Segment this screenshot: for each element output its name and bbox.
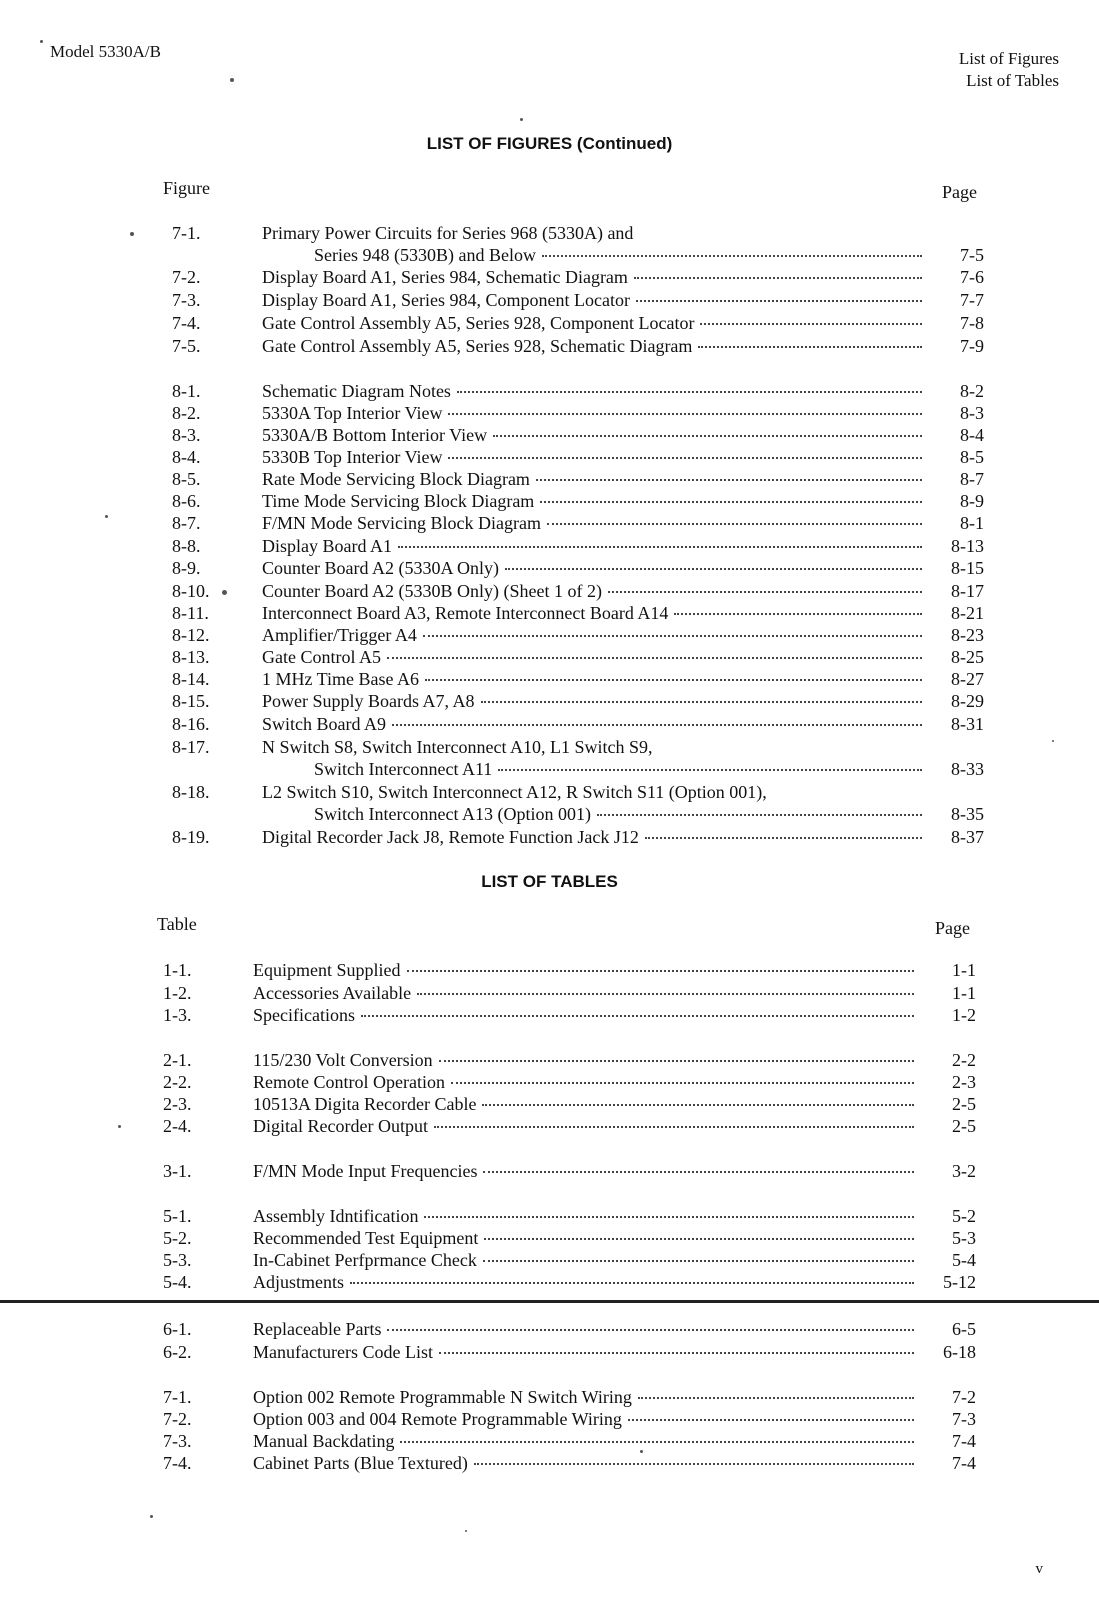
table-entry-number: 7-1. bbox=[163, 1387, 192, 1407]
table-entry-row bbox=[163, 1271, 976, 1293]
figure-entry-text bbox=[262, 380, 928, 402]
table-entry-title: Option 003 and 004 Remote Programmable Wiring bbox=[253, 1409, 622, 1429]
figure-entry-page: 8-33 bbox=[951, 759, 984, 779]
figure-entry-title: 1 MHz Time Base A6 bbox=[262, 669, 420, 689]
table-entry-number: 6-2. bbox=[163, 1342, 192, 1362]
table-entry-leader bbox=[474, 1462, 914, 1465]
figure-entry-text bbox=[314, 803, 928, 825]
figure-entry-title: Digital Recorder Jack J8, Remote Function Jack J12 bbox=[262, 827, 639, 847]
table-entry-page: 6-18 bbox=[943, 1342, 976, 1362]
figure-entry-page: 7-5 bbox=[960, 245, 984, 265]
figure-entry-title: Rate Mode Servicing Block Diagram bbox=[262, 469, 530, 489]
table-entry-text bbox=[253, 1430, 920, 1452]
figure-entry-page: 8-21 bbox=[951, 603, 984, 623]
table-entry-title: Accessories Available bbox=[253, 983, 412, 1003]
table-entry-row bbox=[163, 1249, 976, 1271]
figure-entry-text bbox=[262, 826, 928, 848]
table-column-heading: Table bbox=[157, 914, 197, 934]
figures-title: LIST OF FIGURES (Continued) bbox=[426, 134, 673, 153]
figure-entry-title: N Switch S8, Switch Interconnect A10, L1 Switch S9, bbox=[262, 737, 653, 757]
figure-entry-leader bbox=[425, 678, 922, 681]
figure-entry-title-cont: Switch Interconnect A11 bbox=[314, 759, 493, 779]
table-entry-title: Equipment Supplied bbox=[253, 960, 401, 980]
figure-entry-title: Gate Control A5 bbox=[262, 647, 381, 667]
figure-entry-page: 8-9 bbox=[960, 491, 984, 511]
figure-entry-text bbox=[262, 602, 928, 624]
figure-entry-page: 8-23 bbox=[951, 625, 984, 645]
table-entry-title: Manual Backdating bbox=[253, 1431, 395, 1451]
table-entry-leader bbox=[350, 1281, 914, 1284]
figure-entry-number: 7-4. bbox=[172, 313, 201, 333]
table-entry-leader bbox=[434, 1125, 914, 1128]
figure-entry-page: 8-5 bbox=[960, 447, 984, 467]
table-page-column-heading: Page bbox=[935, 918, 970, 938]
figure-entry-page: 8-15 bbox=[951, 558, 984, 578]
table-entry-row bbox=[163, 1452, 976, 1474]
table-entry-row bbox=[163, 982, 976, 1004]
figure-entry-leader bbox=[540, 500, 922, 503]
table-entry-leader bbox=[417, 992, 914, 995]
table-entry-title: 10513A Digita Recorder Cable bbox=[253, 1094, 477, 1114]
figure-entry-text bbox=[262, 424, 928, 446]
table-entry-number: 7-2. bbox=[163, 1409, 192, 1429]
figure-entry-row bbox=[172, 468, 984, 490]
figure-entry-page: 8-27 bbox=[951, 669, 984, 689]
figure-entry-row bbox=[172, 424, 984, 446]
figure-entry-number: 8-18. bbox=[172, 782, 210, 802]
figure-entry-title: 5330B Top Interior View bbox=[262, 447, 443, 467]
figure-entry-page: 8-1 bbox=[960, 513, 984, 533]
figure-entry-leader bbox=[498, 768, 922, 771]
scan-speck bbox=[150, 1515, 153, 1518]
table-entry-row bbox=[163, 1318, 976, 1340]
table-entry-title: In-Cabinet Perfprmance Check bbox=[253, 1250, 477, 1270]
figure-entry-text bbox=[262, 446, 928, 468]
figure-entry-leader bbox=[398, 545, 922, 548]
table-entry-page: 2-5 bbox=[952, 1116, 976, 1136]
table-entry-title: 115/230 Volt Conversion bbox=[253, 1050, 433, 1070]
table-entry-number: 2-3. bbox=[163, 1094, 192, 1114]
table-entry-text bbox=[253, 1004, 920, 1026]
scan-speck bbox=[118, 1125, 121, 1128]
figure-entry-leader bbox=[392, 723, 922, 726]
table-entry-page: 5-4 bbox=[952, 1250, 976, 1270]
table-entry-text bbox=[253, 1160, 920, 1182]
table-entry-page: 1-2 bbox=[952, 1005, 976, 1025]
scan-speck bbox=[230, 78, 234, 82]
figure-entry-leader bbox=[597, 813, 922, 816]
table-entry-number: 1-1. bbox=[163, 960, 192, 980]
table-entry-text bbox=[253, 982, 920, 1004]
figure-entry-title: Gate Control Assembly A5, Series 928, Component Locator bbox=[262, 313, 695, 333]
figure-entry-row bbox=[172, 803, 984, 825]
figure-entry-text bbox=[262, 512, 928, 534]
table-entry-text bbox=[253, 1093, 920, 1115]
figure-entry-title: F/MN Mode Servicing Block Diagram bbox=[262, 513, 541, 533]
table-entry-page: 1-1 bbox=[952, 960, 976, 980]
table-entry-title: Cabinet Parts (Blue Textured) bbox=[253, 1453, 468, 1473]
table-entry-title: Assembly Idntification bbox=[253, 1206, 419, 1226]
table-entry-title: Digital Recorder Output bbox=[253, 1116, 428, 1136]
table-entry-text bbox=[253, 1227, 920, 1249]
figure-entry-row bbox=[172, 557, 984, 579]
figure-entry-page: 8-2 bbox=[960, 381, 984, 401]
scan-speck bbox=[40, 40, 43, 43]
table-entry-leader bbox=[451, 1081, 914, 1084]
table-entry-title: Remote Control Operation bbox=[253, 1072, 445, 1092]
figure-entry-title-cont: Switch Interconnect A13 (Option 001) bbox=[314, 804, 591, 824]
figure-entry-number: 8-16. bbox=[172, 714, 210, 734]
table-entry-text bbox=[253, 1341, 920, 1363]
table-entry-row bbox=[163, 1227, 976, 1249]
figure-page-column-heading: Page bbox=[942, 182, 977, 202]
table-entry-row bbox=[163, 1004, 976, 1026]
figure-entry-row bbox=[172, 490, 984, 512]
figure-entry-row bbox=[172, 690, 984, 712]
figure-entry-number: 8-3. bbox=[172, 425, 201, 445]
figure-entry-title: L2 Switch S10, Switch Interconnect A12, R Switch S11 (Option 001), bbox=[262, 782, 767, 802]
figure-entry-row bbox=[172, 312, 984, 334]
figure-entry-title: Display Board A1 bbox=[262, 536, 392, 556]
table-entry-page: 3-2 bbox=[952, 1161, 976, 1181]
figure-entry-text bbox=[262, 624, 928, 646]
figure-entry-title: Amplifier/Trigger A4 bbox=[262, 625, 417, 645]
figure-entry-row bbox=[172, 580, 984, 602]
figure-entry-number: 8-19. bbox=[172, 827, 210, 847]
figure-entry-row bbox=[172, 244, 984, 266]
page-folio: v bbox=[1035, 1561, 1043, 1577]
table-entry-title: Option 002 Remote Programmable N Switch Wiring bbox=[253, 1387, 632, 1407]
table-entry-title: Replaceable Parts bbox=[253, 1319, 382, 1339]
table-entry-title: F/MN Mode Input Frequencies bbox=[253, 1161, 478, 1181]
table-entry-page: 6-5 bbox=[952, 1319, 976, 1339]
table-entry-page: 7-2 bbox=[952, 1387, 976, 1407]
header-list-of-tables: List of Tables bbox=[966, 71, 1059, 90]
table-entry-number: 5-3. bbox=[163, 1250, 192, 1270]
figure-entry-page: 7-7 bbox=[960, 290, 984, 310]
figure-entry-page: 8-31 bbox=[951, 714, 984, 734]
figure-entry-page: 8-25 bbox=[951, 647, 984, 667]
figure-entry-number: 8-4. bbox=[172, 447, 201, 467]
table-entry-number: 2-2. bbox=[163, 1072, 192, 1092]
figure-entry-page: 8-3 bbox=[960, 403, 984, 423]
scan-speck bbox=[130, 232, 134, 236]
figure-entry-leader bbox=[674, 612, 922, 615]
table-entry-text bbox=[253, 1049, 920, 1071]
figure-column-heading: Figure bbox=[163, 178, 210, 198]
table-entry-row bbox=[163, 1049, 976, 1071]
figure-entry-leader bbox=[457, 390, 922, 393]
table-entry-leader bbox=[638, 1396, 914, 1399]
figure-entry-number: 7-2. bbox=[172, 267, 201, 287]
figure-entry-leader bbox=[698, 345, 922, 348]
figure-entry-page: 8-13 bbox=[951, 536, 984, 556]
figure-entry-page: 7-9 bbox=[960, 336, 984, 356]
figure-entry-text bbox=[262, 668, 928, 690]
figure-entry-title: Gate Control Assembly A5, Series 928, Schematic Diagram bbox=[262, 336, 693, 356]
table-entry-page: 5-3 bbox=[952, 1228, 976, 1248]
figure-entry-number: 7-1. bbox=[172, 223, 201, 243]
figure-entry-row bbox=[172, 402, 984, 424]
table-entry-page: 2-5 bbox=[952, 1094, 976, 1114]
figure-entry-leader bbox=[448, 412, 922, 415]
figure-entry-leader bbox=[636, 299, 922, 302]
figure-entry-leader bbox=[634, 276, 922, 279]
figure-entry-row bbox=[172, 758, 984, 780]
table-entry-text bbox=[253, 959, 920, 981]
table-entry-leader bbox=[407, 969, 915, 972]
table-entry-text bbox=[253, 1318, 920, 1340]
figure-entry-number: 8-14. bbox=[172, 669, 210, 689]
figure-entry-row bbox=[172, 646, 984, 668]
table-entry-leader bbox=[424, 1215, 914, 1218]
table-entry-title: Manufacturers Code List bbox=[253, 1342, 433, 1362]
figure-entry-title: 5330A/B Bottom Interior View bbox=[262, 425, 488, 445]
figure-entry-number: 8-13. bbox=[172, 647, 210, 667]
figure-entry-leader bbox=[700, 322, 922, 325]
table-entry-leader bbox=[482, 1103, 914, 1106]
table-entry-text bbox=[253, 1271, 920, 1293]
figure-entry-text bbox=[262, 580, 928, 602]
table-entry-title: Recommended Test Equipment bbox=[253, 1228, 479, 1248]
figure-entry-row bbox=[172, 826, 984, 848]
figure-entry-leader bbox=[448, 456, 922, 459]
figure-entry-text bbox=[262, 266, 928, 288]
table-entry-number: 5-2. bbox=[163, 1228, 192, 1248]
tables-title: LIST OF TABLES bbox=[481, 872, 618, 891]
table-entry-number: 3-1. bbox=[163, 1161, 192, 1181]
figure-entry-row bbox=[172, 380, 984, 402]
figure-entry-line1 bbox=[172, 781, 767, 803]
figure-entry-page: 8-17 bbox=[951, 581, 984, 601]
figure-entry-title: Time Mode Servicing Block Diagram bbox=[262, 491, 535, 511]
figure-entry-number: 8-15. bbox=[172, 691, 210, 711]
table-entry-number: 7-4. bbox=[163, 1453, 192, 1473]
figure-entry-text bbox=[262, 402, 928, 424]
figure-entry-page: 8-4 bbox=[960, 425, 984, 445]
figure-entry-page: 8-7 bbox=[960, 469, 984, 489]
figure-entry-leader bbox=[481, 700, 922, 703]
figure-entry-row bbox=[172, 668, 984, 690]
figure-entry-title: Interconnect Board A3, Remote Interconnect Board A14 bbox=[262, 603, 669, 623]
header-list-of-figures: List of Figures bbox=[958, 49, 1059, 68]
table-entry-page: 2-2 bbox=[952, 1050, 976, 1070]
figure-entry-leader bbox=[536, 478, 922, 481]
figure-entry-title: Switch Board A9 bbox=[262, 714, 386, 734]
scan-speck bbox=[640, 1450, 643, 1453]
figure-entry-title: Display Board A1, Series 984, Component Locator bbox=[262, 290, 630, 310]
table-entry-row bbox=[163, 1386, 976, 1408]
table-entry-leader bbox=[483, 1259, 914, 1262]
figure-entry-number: 7-5. bbox=[172, 336, 201, 356]
figure-entry-row bbox=[172, 713, 984, 735]
table-entry-text bbox=[253, 1249, 920, 1271]
table-entry-page: 5-2 bbox=[952, 1206, 976, 1226]
table-entry-row bbox=[163, 1205, 976, 1227]
figure-entry-row bbox=[172, 266, 984, 288]
table-entry-title: Adjustments bbox=[253, 1272, 345, 1292]
table-entry-number: 5-4. bbox=[163, 1272, 192, 1292]
table-entry-text bbox=[253, 1071, 920, 1093]
figure-entry-text bbox=[262, 535, 928, 557]
figure-entry-text bbox=[262, 557, 928, 579]
figure-entry-number: 8-7. bbox=[172, 513, 201, 533]
scan-speck bbox=[222, 590, 227, 595]
table-entry-row bbox=[163, 1071, 976, 1093]
figure-entry-leader bbox=[493, 434, 922, 437]
table-entry-number: 1-2. bbox=[163, 983, 192, 1003]
figure-entry-text bbox=[262, 690, 928, 712]
figure-entry-text bbox=[262, 289, 928, 311]
figure-entry-title: Display Board A1, Series 984, Schematic Diagram bbox=[262, 267, 628, 287]
figure-entry-number: 8-17. bbox=[172, 737, 210, 757]
table-entry-number: 6-1. bbox=[163, 1319, 192, 1339]
figure-entry-line1 bbox=[172, 736, 652, 758]
header-model: Model 5330A/B bbox=[50, 42, 161, 61]
figure-entry-number: 8-9. bbox=[172, 558, 201, 578]
figure-entry-page: 8-37 bbox=[951, 827, 984, 847]
table-entry-number: 2-4. bbox=[163, 1116, 192, 1136]
table-entry-row bbox=[163, 1341, 976, 1363]
figure-entry-title: Counter Board A2 (5330B Only) (Sheet 1 of 2) bbox=[262, 581, 602, 601]
figure-entry-page: 8-35 bbox=[951, 804, 984, 824]
figure-entry-number: 8-6. bbox=[172, 491, 201, 511]
figure-entry-row bbox=[172, 289, 984, 311]
table-entry-leader bbox=[439, 1351, 914, 1354]
figure-entry-text bbox=[262, 468, 928, 490]
figure-entry-page: 7-8 bbox=[960, 313, 984, 333]
table-entry-text bbox=[253, 1408, 920, 1430]
figure-entry-text bbox=[262, 490, 928, 512]
figure-entry-row bbox=[172, 535, 984, 557]
table-entry-leader bbox=[400, 1440, 914, 1443]
figure-entry-number: 8-11. bbox=[172, 603, 209, 623]
table-entry-row bbox=[163, 1430, 976, 1452]
table-entry-leader bbox=[483, 1170, 914, 1173]
table-entry-text bbox=[253, 1452, 920, 1474]
table-entry-text bbox=[253, 1115, 920, 1137]
figure-entry-leader bbox=[423, 634, 922, 637]
figure-entry-title: Primary Power Circuits for Series 968 (5330A) and bbox=[262, 223, 634, 243]
scan-speck bbox=[520, 118, 523, 121]
table-entry-row bbox=[163, 1408, 976, 1430]
figure-entry-title: Counter Board A2 (5330A Only) bbox=[262, 558, 499, 578]
figure-entry-leader bbox=[542, 254, 922, 257]
header-section bbox=[959, 48, 1059, 92]
figure-entry-line1 bbox=[172, 222, 633, 244]
horizontal-rule bbox=[0, 1300, 1099, 1303]
table-entry-number: 2-1. bbox=[163, 1050, 192, 1070]
figure-entry-leader bbox=[505, 567, 922, 570]
figure-entry-row bbox=[172, 446, 984, 468]
figure-entry-row bbox=[172, 624, 984, 646]
scan-speck bbox=[105, 515, 108, 518]
figure-entry-text bbox=[262, 335, 928, 357]
figure-entry-text bbox=[262, 713, 928, 735]
table-entry-number: 1-3. bbox=[163, 1005, 192, 1025]
figure-entry-text bbox=[262, 646, 928, 668]
figure-entry-text bbox=[262, 312, 928, 334]
figure-entry-number: 8-12. bbox=[172, 625, 210, 645]
figure-entry-row bbox=[172, 335, 984, 357]
scan-speck bbox=[1052, 740, 1054, 742]
table-entry-row bbox=[163, 959, 976, 981]
figure-entry-text bbox=[314, 758, 928, 780]
table-entry-title: Specifications bbox=[253, 1005, 355, 1025]
figure-entry-row bbox=[172, 512, 984, 534]
table-entry-leader bbox=[628, 1418, 914, 1421]
figure-entry-leader bbox=[608, 590, 922, 593]
table-entry-number: 7-3. bbox=[163, 1431, 192, 1451]
table-entry-page: 7-4 bbox=[952, 1431, 976, 1451]
figure-entry-leader bbox=[645, 836, 922, 839]
figure-entry-page: 8-29 bbox=[951, 691, 984, 711]
table-entry-page: 7-4 bbox=[952, 1453, 976, 1473]
figure-entry-number: 8-10. bbox=[172, 581, 210, 601]
table-entry-text bbox=[253, 1205, 920, 1227]
figure-entry-row bbox=[172, 602, 984, 624]
table-entry-page: 1-1 bbox=[952, 983, 976, 1003]
figure-entry-leader bbox=[387, 656, 922, 659]
figure-entry-number: 8-2. bbox=[172, 403, 201, 423]
table-entry-leader bbox=[484, 1237, 914, 1240]
figure-entry-title: 5330A Top Interior View bbox=[262, 403, 443, 423]
table-entry-row bbox=[163, 1115, 976, 1137]
table-entry-page: 2-3 bbox=[952, 1072, 976, 1092]
figure-entry-title: Schematic Diagram Notes bbox=[262, 381, 451, 401]
figure-entry-number: 8-5. bbox=[172, 469, 201, 489]
figure-entry-leader bbox=[547, 522, 922, 525]
table-entry-number: 5-1. bbox=[163, 1206, 192, 1226]
figure-entry-text bbox=[314, 244, 928, 266]
table-entry-row bbox=[163, 1093, 976, 1115]
table-entry-text bbox=[253, 1386, 920, 1408]
table-entry-page: 5-12 bbox=[943, 1272, 976, 1292]
figure-entry-number: 8-8. bbox=[172, 536, 201, 556]
figure-entry-page: 7-6 bbox=[960, 267, 984, 287]
table-entry-row bbox=[163, 1160, 976, 1182]
table-entry-page: 7-3 bbox=[952, 1409, 976, 1429]
scan-speck bbox=[465, 1530, 467, 1532]
table-entry-leader bbox=[361, 1014, 914, 1017]
table-entry-leader bbox=[387, 1328, 914, 1331]
figure-entry-title: Power Supply Boards A7, A8 bbox=[262, 691, 475, 711]
figure-entry-title-cont: Series 948 (5330B) and Below bbox=[314, 245, 536, 265]
figure-entry-number: 7-3. bbox=[172, 290, 201, 310]
table-entry-leader bbox=[439, 1059, 914, 1062]
figure-entry-number: 8-1. bbox=[172, 381, 201, 401]
